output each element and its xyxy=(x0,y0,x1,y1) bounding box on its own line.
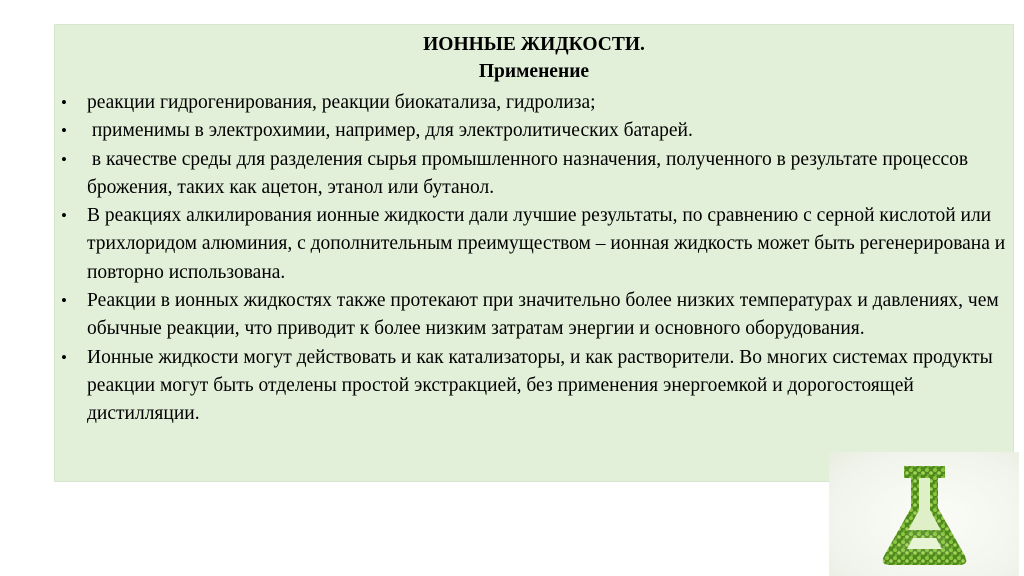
bullet-dot-icon: • xyxy=(61,347,67,367)
bullet-dot-icon: • xyxy=(61,291,67,311)
bullet-text: применимы в электрохимии, например, для электролитических батарей. xyxy=(87,120,693,142)
list-item xyxy=(55,146,1013,203)
bullet-dot-icon: • xyxy=(61,149,67,169)
bullet-text: Ионные жидкости могут действовать и как катализаторы, и как растворители. Во многих системах продукты реакции могут быть отделены простой экстракцией, без применения энергоемкой и дорогостоящей дистилляции. xyxy=(87,346,993,425)
bullet-dot-icon: • xyxy=(61,121,67,141)
slide-title: ИОННЫЕ ЖИДКОСТИ. xyxy=(423,34,645,55)
list-item xyxy=(55,117,1013,145)
list-item xyxy=(55,344,1013,429)
bullet-list xyxy=(55,89,1013,429)
slide-subtitle: Применение xyxy=(478,61,590,82)
bullet-dot-icon: • xyxy=(61,93,67,112)
bullet-dot-icon: • xyxy=(61,206,67,226)
bullet-text: Реакции в ионных жидкостях также протекают при значительно более низких температурах и давлениях, чем обычные реакции, что приводит к более низким затратам энергии и основного оборудования. xyxy=(87,290,999,340)
bullet-text: В реакциях алкилирования ионные жидкости дали лучшие результаты, по сравнению с серной кислотой или трихлоридом алюминия, с дополнительным преимуществом – ионная жидкость может быть регенерирована и повторно использована. xyxy=(87,205,1006,283)
list-item xyxy=(55,287,1013,344)
green-flask-icon xyxy=(829,452,1019,576)
list-item xyxy=(55,89,1013,117)
bullet-text: реакции гидрогенирования, реакции биокатализа, гидролиза; xyxy=(87,92,596,113)
list-item xyxy=(55,202,1013,287)
bullet-text: в качестве среды для разделения сырья промышленного назначения, полученного в результате процессов брожения, таких как ацетон, этанол или бутанол. xyxy=(87,148,973,198)
flask-image xyxy=(829,452,1019,576)
content-panel xyxy=(54,24,1014,482)
